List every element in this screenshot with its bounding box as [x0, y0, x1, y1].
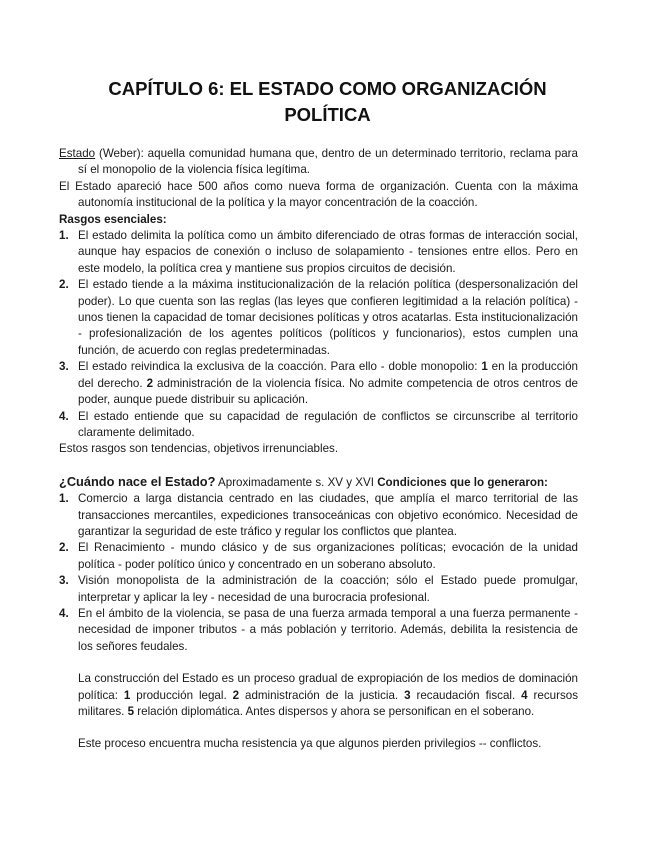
- chapter-title-line-2: POLÍTICA: [284, 104, 371, 125]
- condition-item: [59, 573, 578, 606]
- rasgo-text: administración de la violencia física. No admite competencia de otros centros de poder, aunque puede distribuir su aplicación.: [78, 376, 578, 407]
- definition-paragraph: [59, 146, 578, 179]
- rasgo-item: [59, 359, 578, 408]
- rasgo-text: El estado reivindica la exclusiva de la coacción. Para ello - doble monopolio:: [78, 360, 482, 374]
- condition-text: En el ámbito de la violencia, se pasa de una fuerza armada temporal a una fuerza permanente - necesidad de imponer tributos - a más población y territorio. Además, debilita la resistencia de los señores feudales.: [78, 606, 578, 653]
- rasgo-text: El estado delimita la política como un ámbito diferenciado de otras formas de interacción social, aunque hay espacios de conexión o incluso de solapamiento - tensiones entre ellos. Pero en este modelo, la política crea y mantiene sus propios circuitos de decisión.: [78, 229, 578, 275]
- medio-text: recursos militares.: [78, 688, 579, 718]
- condition-text: Visión monopolista de la administración de la coacción; sólo el Estado puede promulgar, interpretar y aplicar la ley - necesidad de una burocracia profesional.: [78, 574, 578, 604]
- rasgo-text: El estado entiende que su capacidad de regulación de conflictos se circunscribe al territorio claramente delimitado.: [78, 409, 578, 439]
- condition-item: [59, 540, 578, 573]
- condition-text: El Renacimiento - mundo clásico y de sus organizaciones políticas; evocación de la unidad política - poder político único y concentrado en un soberano absoluto.: [78, 541, 578, 571]
- rasgo-number: 3.: [59, 360, 69, 374]
- monopoly-number: 2: [146, 376, 154, 390]
- origen-answer: Aproximadamente s. XV y XVI: [215, 475, 378, 489]
- condition-text: Comercio a larga distancia centrado en las ciudades, que amplía el marco territorial de las transacciones mercantiles, expediciones transoceánicas con objetivo económico. Necesidad de garantizar la seguridad de este tráfico y regular los conflictos que plantea.: [78, 492, 578, 538]
- medio-text: recaudación fiscal.: [410, 688, 522, 702]
- construccion-paragraph: [59, 671, 578, 720]
- definition-text: (Weber): aquella comunidad humana que, dentro de un determinado territorio, reclama para sí el monopolio de la violencia física legítima.: [78, 147, 578, 177]
- chapter-title: [60, 76, 595, 128]
- resistencia-paragraph: Este proceso encuentra mucha resistencia ya que algunos pierden privilegios -- conflictos.: [78, 737, 542, 751]
- rasgo-number: 2.: [59, 278, 69, 292]
- medio-text: relación diplomática. Antes dispersos y ahora se personifican en el soberano.: [134, 705, 535, 718]
- medio-number: 5: [127, 705, 135, 718]
- rasgo-number: 1.: [59, 229, 69, 243]
- rasgos-closing: Estos rasgos son tendencias, objetivos irrenunciables.: [59, 442, 339, 456]
- rasgo-item: [59, 409, 578, 442]
- condition-number: 1.: [59, 492, 69, 506]
- condition-item: [59, 606, 578, 655]
- origen-conditions: Condiciones que lo generaron:: [377, 475, 548, 489]
- medio-number: 1: [123, 688, 131, 702]
- document-body: [59, 146, 578, 753]
- condition-number: 4.: [59, 606, 69, 620]
- medio-number: 3: [404, 688, 411, 702]
- chapter-title-line-1: CAPÍTULO 6: EL ESTADO COMO ORGANIZACIÓN: [108, 78, 547, 99]
- medio-text: producción legal.: [130, 688, 233, 702]
- condition-item: [59, 491, 578, 540]
- origen-question: ¿Cuándo nace el Estado?: [59, 473, 216, 489]
- definition-term: Estado: [59, 147, 96, 160]
- rasgo-number: 4.: [59, 409, 69, 423]
- condition-number: 3.: [59, 574, 69, 588]
- monopoly-number: 1: [481, 360, 488, 374]
- rasgo-text: El estado tiende a la máxima institucionalización de la relación política (despersonalización del poder). Lo que cuenta son las reglas (las leyes que confieren legitimidad a la relación política) - unos tienen la capacidad de tomar decisiones políticas y otros acatarlas. Esta institucionalización - profesionalización de los agentes políticos (políticos y funcionarios), estos cumplen una función, de acuerdo con reglas predeterminadas.: [78, 278, 578, 357]
- medio-number: 2: [232, 688, 240, 702]
- medio-text: administración de la justicia.: [239, 688, 405, 702]
- rasgo-item: [59, 228, 578, 277]
- intro-paragraph: El Estado apareció hace 500 años como nueva forma de organización. Cuenta con la máxima autonomía institucional de la política y la mayor concentración de la coacción.: [59, 179, 578, 210]
- origen-heading: [59, 474, 578, 491]
- construccion-text: La construcción del Estado es un proceso gradual de expropiación de los medios de dominación política:: [78, 672, 578, 702]
- rasgo-text: en la producción del derecho.: [78, 360, 578, 390]
- medio-number: 4: [521, 688, 528, 702]
- condition-number: 2.: [59, 541, 69, 555]
- rasgo-item: [59, 277, 578, 359]
- rasgos-heading: Rasgos esenciales:: [59, 212, 167, 226]
